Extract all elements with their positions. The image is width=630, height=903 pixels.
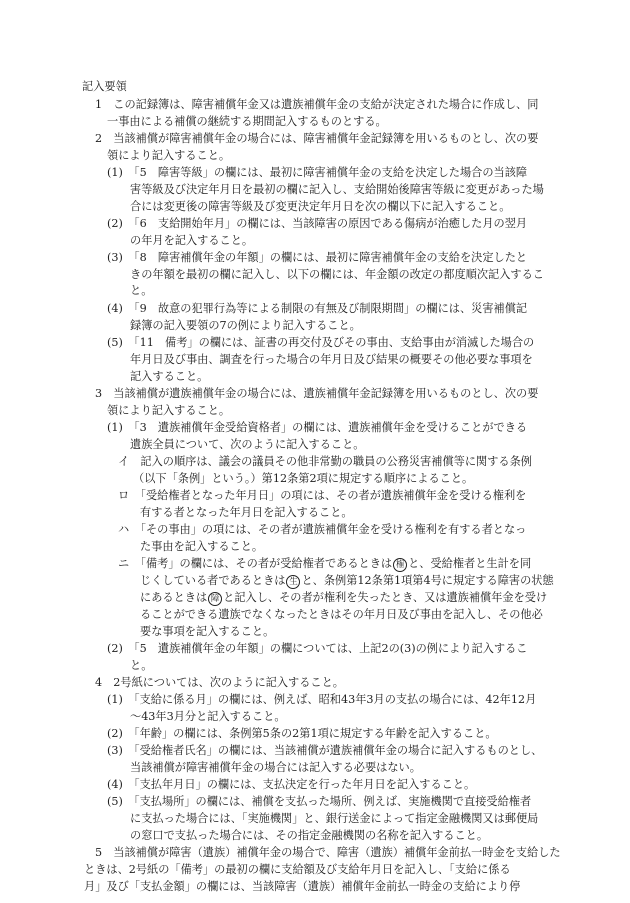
text-line: 5 当該補償が障害（遺族）補償年金の場合で、障害（遺族）補償年金前払一時金を支給した [95,846,561,859]
text-line: 要な事項を記入すること。 [140,625,275,638]
text-line: (2) 「5 遺族補償年金の年額」の欄については、上記2の(3)の例により記入するこ [107,642,528,655]
text-line-with-marks [118,556,531,572]
text-line: と。 [130,659,153,672]
text-line: 一事由による補償の継続する期間記入するものとする。 [107,115,387,128]
text-line: (2) 「6 支給開始年月」の欄には、当該障害の原因である傷病が治癒した月の翌月 [107,217,528,230]
text-line: 年月日及び事由、調査を行った場合の年月日及び結果の概要その他必要な事項を [130,353,533,366]
text-line: (4) 「9 故意の犯罪行為等による制限の有無及び制限期間」の欄には、災害補償記 [107,302,528,315]
text-line: の年月を記入すること。 [130,234,254,247]
text-line: (5) 「支払場所」の欄には、補償を支払った場所、例えば、実施機関で直接受給権者 [107,795,532,808]
text-line: 記入すること。 [130,370,209,383]
line-part: じくしている者であるときは [140,574,286,587]
text-line: 月」及び「支払金額」の欄には、当該障害（遺族）補償年金前払一時金の支給により停 [84,880,521,893]
text-line: 当該補償が障害補償年金の場合には記入する必要はない。 [130,761,421,774]
text-line-with-marks [140,590,547,606]
text-line: ハ 「その事由」の項には、その者が遺族補償年金を受ける権利を有する者となっ [118,523,527,536]
circled-sho-mark: 障 [208,592,222,606]
text-line-with-marks [140,573,554,589]
text-line: 1 この記録簿は、障害補償年金又は遺族補償年金の支給が決定された場合に作成し、同 [95,98,539,111]
line-part: と、受給権者と生計を同 [408,557,532,570]
line-part: ニ 「備考」の欄には、その者が受給権者であるときは [118,557,393,570]
text-line: に支払った場合には、「実施機関」と、銀行送金によって指定金融機関又は郵便局 [130,812,539,825]
text-line: (4) 「支払年月日」の欄には、支払決定を行った年月日を記入すること。 [107,778,476,791]
text-line: 3 当該補償が遺族補償年金の場合には、遺族補償年金記録簿を用いるものとし、次の要 [95,387,539,400]
text-line: ロ 「受給権者となった年月日」の項には、その者が遺族補償年金を受ける権利を [118,489,527,502]
text-line: 害等級及び決定年月日を最初の欄に記入し、支給開始後障害等級に変更があった場 [130,183,544,196]
text-line: (1) 「5 障害等級」の欄には、最初に障害補償年金の支給を決定した場合の当該障 [107,166,528,179]
text-line: (3) 「受給権者氏名」の欄には、当該補償が遺族補償年金の場合に記入するものとし、 [107,744,543,757]
text-line: 4 2号紙については、次のように記入すること。 [95,676,344,689]
text-line: 領により記入すること。 [107,149,231,162]
text-line: (2) 「年齢」の欄には、条例第5条の2第1項に規定する年齢を記入すること。 [107,727,497,740]
text-line: 録簿の記入要領の7の例により記入すること。 [130,319,361,332]
text-line: 合には変更後の障害等級及び変更決定年月日を次の欄以下に記入すること。 [130,200,511,213]
line-part: と記入し、その者が権利を失ったとき、又は遺族補償年金を受け [223,591,548,604]
text-line: (3) 「8 障害補償年金の年額」の欄には、最初に障害補償年金の支給を決定したと [107,251,528,264]
text-line: 遺族全員について、次のように記入すること。 [130,438,365,451]
text-line: 有する者となった年月日を記入すること。 [140,506,353,519]
text-line: 2 当該補償が障害補償年金の場合には、障害補償年金記録簿を用いるものとし、次の要 [95,132,539,145]
text-line: きの年額を最初の欄に記入し、以下の欄には、年金額の改定の都度順次記入するこ [130,268,544,281]
text-line: (5) 「11 備考」の欄には、証書の再交付及びその事由、支給事由が消滅した場合の [107,336,535,349]
text-line: た事由を記入すること。 [140,540,264,553]
text-line: ときは、2号紙の「備考」の最初の欄に支給額及び支給年月日を記入し、「支給に係る [84,863,511,876]
circled-ken-mark: 権 [393,558,407,572]
circled-sei-mark: 生 [286,575,300,589]
heading: 記入要領 [82,80,127,93]
text-line: ～43年3月分と記入すること。 [130,710,286,723]
text-line: （以下「条例」という。）第12条第2項に規定する順序によること。 [133,472,474,485]
text-line: と。 [130,284,153,297]
text-line: ることができる遺族でなくなったときはその年月日及び事由を記入し、その他必 [140,608,543,621]
text-line: イ 記入の順序は、議会の議員その他非常勤の職員の公務災害補償等に関する条例 [118,455,532,468]
line-part: と、条例第12条第1項第4号に規定する障害の状態 [301,574,554,587]
line-part: にあるときは [140,591,208,604]
text-line: (1) 「3 遺族補償年金受給資格者」の欄には、遺族補償年金を受けることができる [107,421,528,434]
text-line: の窓口で支払った場合には、その指定金融機関の名称を記入すること。 [130,829,489,842]
text-line: (1) 「支給に係る月」の欄には、例えば、昭和43年3月の支払の場合には、42年12月 [107,693,537,706]
text-line: 領により記入すること。 [107,404,231,417]
